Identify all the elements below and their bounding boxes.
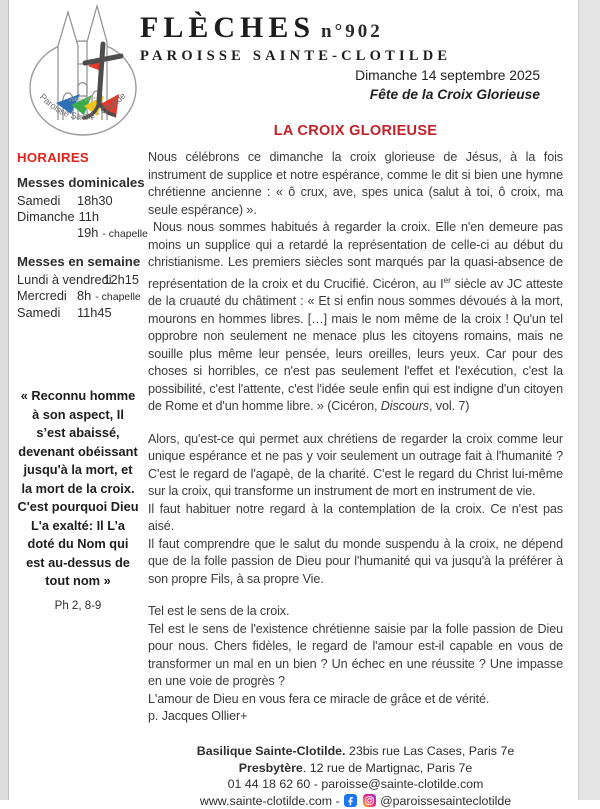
mass-section-title: Messes en semaine [17,254,139,270]
instagram-icon [363,794,376,807]
mass-time-row [17,272,139,288]
footer [148,743,563,809]
basilique-name: Basilique Sainte-Clotilde. [197,744,346,758]
scripture-quote [17,387,139,591]
article-paragraph: Alors, qu'est-ce qui permet aux chrétiens de regarder la croix comme leur unique espérance et ne pas y voir seulement un outrage fait à l'humanité ? C'est le regard de l'agapè, de la charité. C'est le regard du Christ lui-même sur la croix, qui transforme un instrument de mort en instrument de vie. [148,431,563,501]
article-paragraph: Tel est le sens de la croix. [148,603,563,621]
article-paragraph: Nous nous sommes habitués à regarder la croix. Elle n'en demeure pas moins un supplice qui a retardé la représentation de celle-ci au début du christianisme. Les premiers siècles sont marqués par la quasi-absence de représentation de la croix et du Crucifié. Cicéron, au Ier siècle av JC atteste de la cruauté du châtiment : « Et si enfin nous sommes dévoués à la mort, mourons en hommes libres. […] mais le nom même de la croix ! Qu'un tel opprobre non seulement ne menace plus les citoyens romains, mais ne souille plus même leur pensée, leurs oreilles, leurs yeux. Car pour des choses si horribles, ce n'est pas seulement l'effet et l'exécution, c'est la possibilité, c'est l'attente, c'est l'idée seule enfin qui est indigne d'un citoyen de Rome et d'un homme libre. » (Cicéron, Discours, vol. 7) [148,219,563,416]
scripture-reference: Ph 2, 8-9 [17,598,139,614]
page-right-margin [578,0,600,800]
jubilee-label: Jubilé 2025 [69,97,97,103]
issue-date: Dimanche 14 septembre 2025 [240,66,540,85]
mass-hour: 8h [77,288,91,304]
presbytere-name: Presbytère [239,761,303,775]
footer-dash: - [336,794,340,808]
mass-section-title: Messes dominicales [17,175,139,191]
quote-line: C'est pourquoi Dieu L'a exalté: Il L’a doté du Nom qui est au-dessus de tout nom » [17,498,139,591]
mass-hour: 19h [77,225,98,241]
mass-day: Samedi [17,305,77,321]
schedule-heading: HORAIRES [17,150,139,166]
page-left-margin [0,0,9,800]
mass-time-row [17,193,139,209]
social-handle: @paroissesainteclotilde [380,794,511,808]
issue-number: n°902 [321,21,383,42]
mass-hour: 11h45 [77,305,112,321]
footer-address-basilique [148,743,563,760]
mass-hour: 18h30 [77,193,113,209]
mass-location-note: - chapelle [98,226,148,242]
logo-arc-label: Paroisse Sainte - Clotilde [38,91,128,122]
article-paragraph: Il faut habituer notre regard à la contemplation de la croix. Ce n'est pas aisé. [148,501,563,536]
parish-name: PAROISSE SAINTE-CLOTILDE [140,48,451,65]
mass-section [17,175,139,242]
footer-web-social [148,793,563,809]
article-paragraphs [148,149,563,708]
mass-time-row [17,288,139,305]
basilique-address: 23bis rue Las Cases, Paris 7e [345,744,514,758]
article-title: LA CROIX GLORIEUSE [148,123,563,139]
article-paragraph: Tel est le sens de l'existence chrétienne saisie par la folle passion de Dieu pour nous. Chers fidèles, le regard de l'amour est-il capable en vous de transformer un mal en un bien ? Un échec en une réussite ? Une impasse en une voie de progrès ? [148,621,563,691]
author-signature: p. Jacques Ollier+ [148,708,563,726]
feast-name: Fête de la Croix Glorieuse [240,85,540,104]
mass-section [17,254,139,321]
mass-hour: 12h15 [103,272,139,288]
website-url: www.sainte-clotilde.com [200,794,332,808]
footer-contact: 01 44 18 62 60 - paroisse@sainte-clotilde.com [148,776,563,793]
masthead [140,11,451,65]
parish-logo-drawing [26,2,140,142]
newsletter-title: FLÈCHES [140,11,315,44]
sidebar [17,150,139,614]
mass-time-row [17,209,139,225]
footer-address-presbytere [148,760,563,777]
presbytere-address: . 12 rue de Martignac, Paris 7e [303,761,472,775]
mass-time-row [17,225,139,242]
mass-location-note: - chapelle [91,289,141,305]
parish-logo [26,2,140,142]
mass-day: Lundi à vendredi [17,272,103,288]
mass-hour: 11h [79,209,99,225]
mass-day: Dimanche [17,209,79,225]
mass-day: Mercredi [17,288,77,304]
facebook-icon [344,794,357,807]
quote-line: « Reconnu homme à son aspect, Il s’est abaissé, devenant obéissant jusqu'à la mort, et la mort de la croix. [17,387,139,498]
mass-times [17,175,139,321]
mass-time-row [17,305,139,321]
article-paragraph: L'amour de Dieu en vous fera ce miracle de grâce et de vérité. [148,691,563,709]
article-paragraph: Nous célébrons ce dimanche la croix glorieuse de Jésus, à la fois instrument de supplice et notre espérance, comme le dit si bien une hymne chrétienne ancienne : « ô crux, ave, spes unica (salut à toi, ô croix, ma seule espérance) ». [148,149,563,219]
article-body [148,149,563,726]
date-block [240,66,540,104]
mass-day: Samedi [17,193,77,209]
article-paragraph: Il faut comprendre que le salut du monde suspendu à la croix, ne dépend que de la folle passion de Dieu pour l'humanité qui va jusqu'à la préférer à son propre Fils, à sa propre Vie. [148,536,563,589]
